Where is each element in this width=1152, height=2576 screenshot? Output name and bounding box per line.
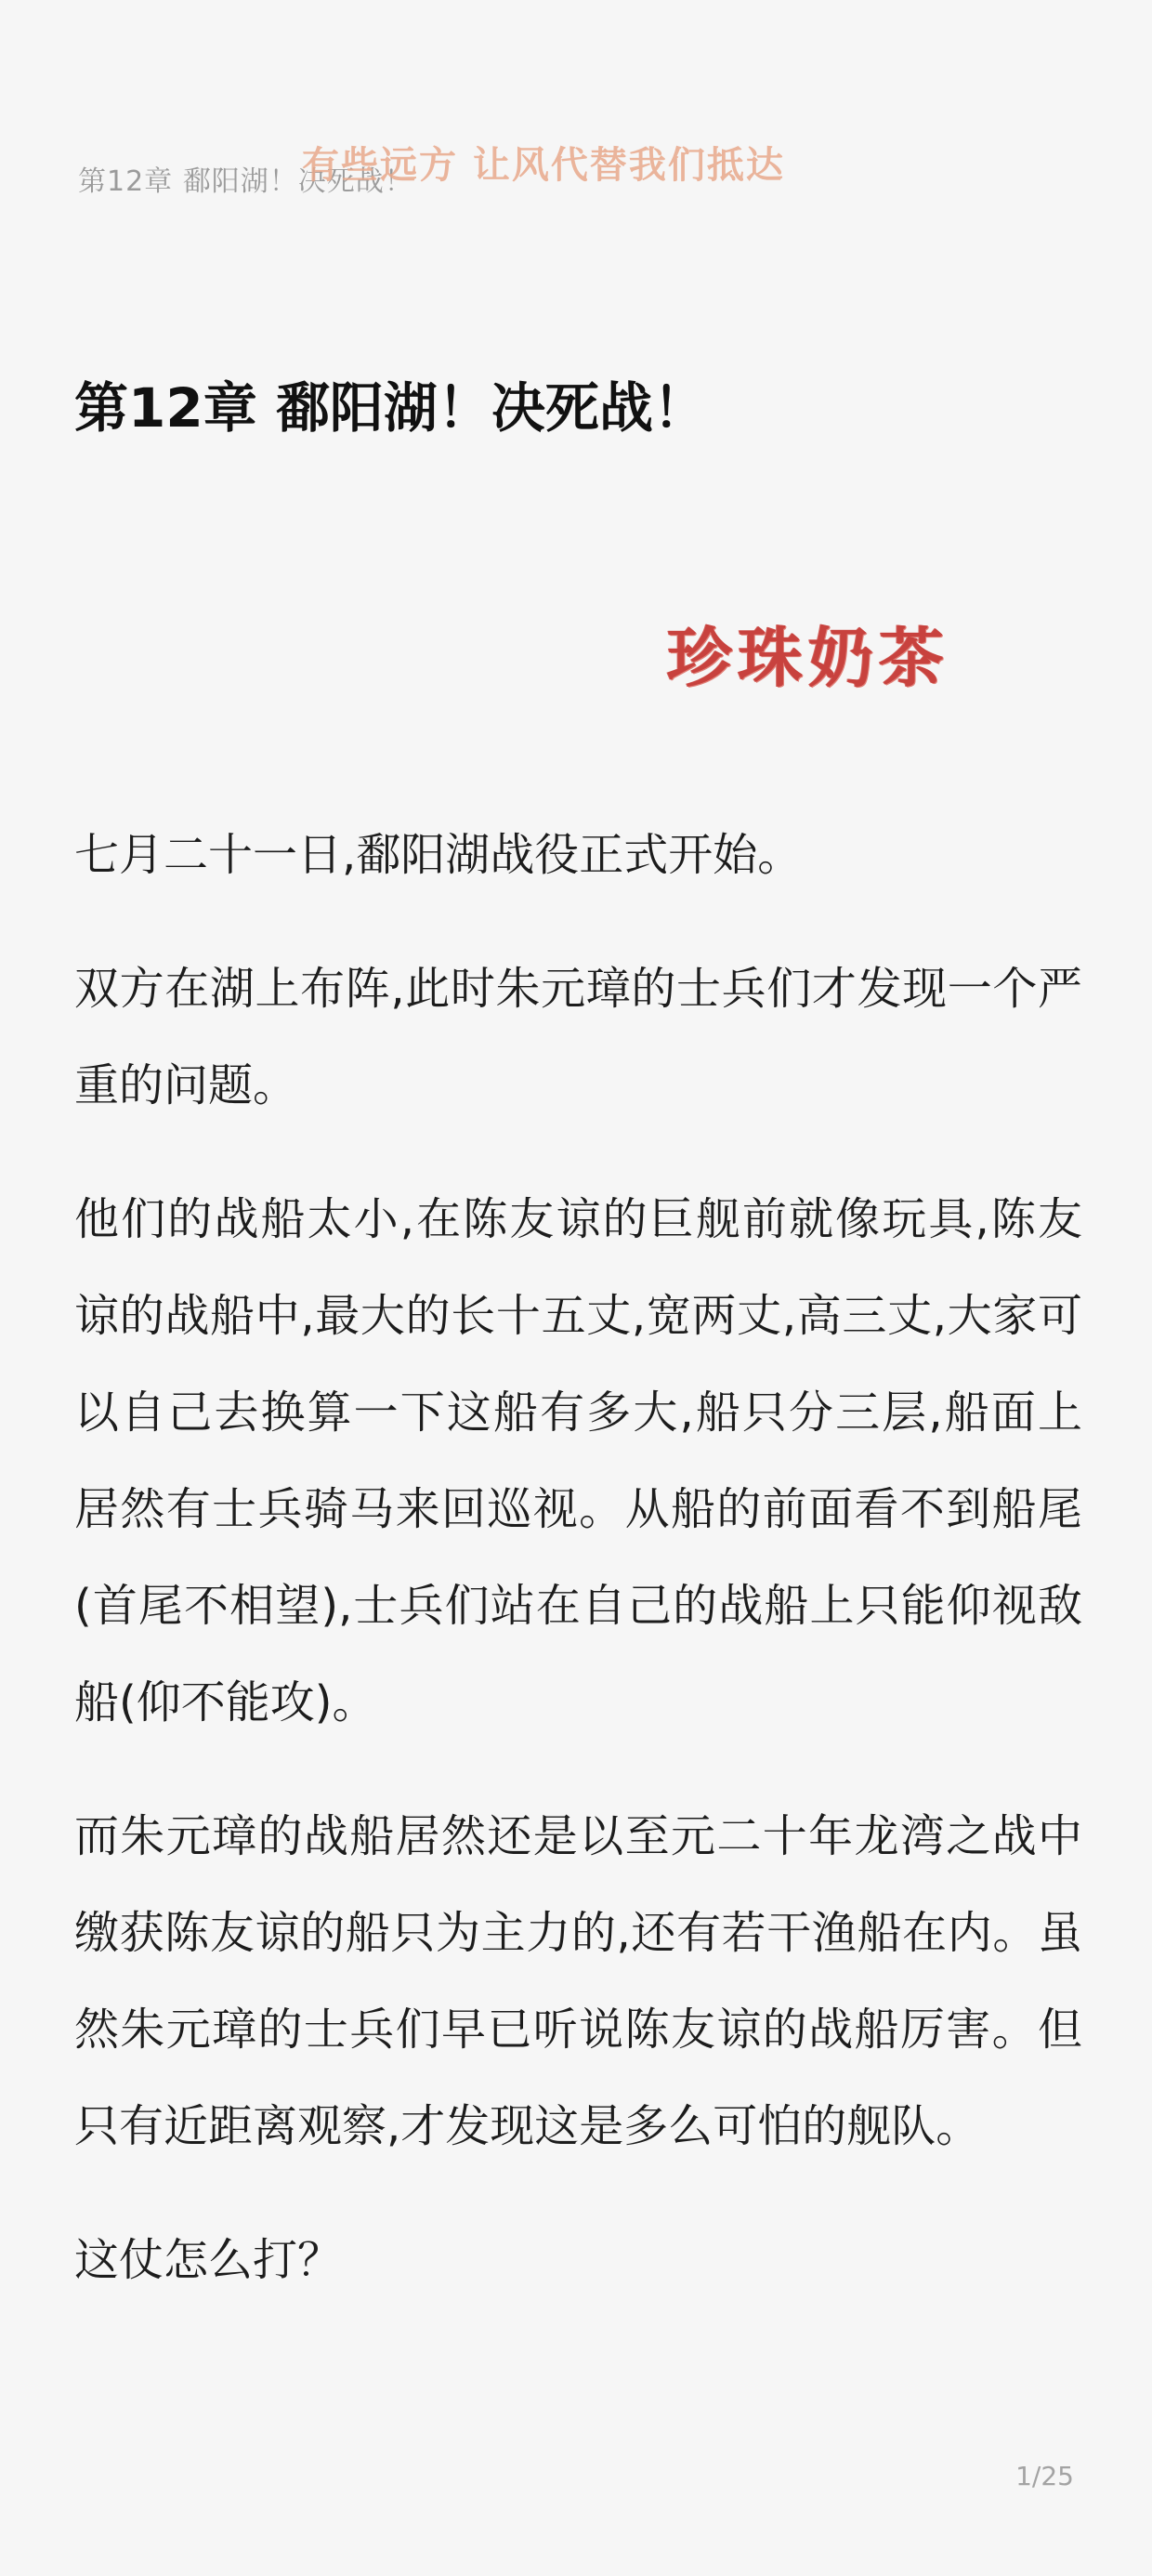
watermark-text: 有些远方 让风代替我们抵达 bbox=[302, 143, 785, 187]
chapter-title: 第12章 鄱阳湖！决死战！ bbox=[74, 376, 707, 440]
stamp-text: 珍珠奶茶 bbox=[667, 619, 949, 696]
page-number: 1/25 bbox=[1015, 2461, 1074, 2491]
chapter-body bbox=[74, 807, 1082, 2346]
paragraph: 双方在湖上布阵,此时朱元璋的士兵们才发现一个严重的问题。 bbox=[74, 963, 1082, 1111]
paragraph: 这仗怎么打？ bbox=[74, 2234, 343, 2286]
running-header: 第12章 鄱阳湖！决死战！ bbox=[78, 165, 413, 198]
paragraph: 而朱元璋的战船居然还是以至元二十年龙湾之战中缴获陈友谅的船只为主力的,还有若干渔船在内。虽然朱元璋的士兵们早已听说陈友谅的战船厉害。但只有近距离观察,才发现这是多么可怕的舰队。 bbox=[74, 1810, 1082, 2152]
paragraph: 七月二十一日,鄱阳湖战役正式开始。 bbox=[74, 829, 803, 881]
paragraph: 他们的战船太小,在陈友谅的巨舰前就像玩具,陈友谅的战船中,最大的长十五丈,宽两丈,高三丈,大家可以自己去换算一下这船有多大,船只分三层,船面上居然有士兵骑马来回巡视。从船的前面看不到船尾(首尾不相望),士兵们站在自己的战船上只能仰视敌船(仰不能攻)。 bbox=[74, 1193, 1082, 1728]
